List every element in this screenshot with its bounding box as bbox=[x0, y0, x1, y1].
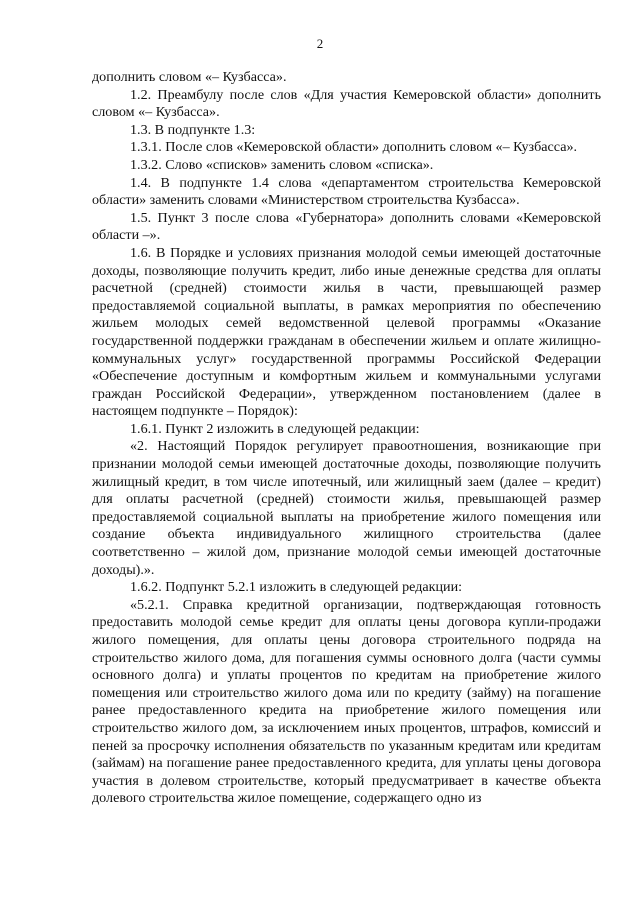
paragraph-1-3: 1.3. В подпункте 1.3: bbox=[130, 121, 256, 138]
paragraph-1-5: 1.5. Пункт 3 после слова «Губернатора» дополнить словами «Кемеровской области –». bbox=[92, 209, 601, 244]
paragraph-1-6-2: 1.6.2. Подпункт 5.2.1 изложить в следующей редакции: bbox=[130, 579, 463, 596]
paragraph-continuation: дополнить словом «– Кузбасса». bbox=[92, 69, 287, 85]
paragraph-quote-2: «2. Настоящий Порядок регулирует правоотношения, возникающие при признании молодой семьи имеющей достаточные доходы, позволяющие получить жилищный кредит, в том числе ипотечный, или жилищный заем (далее – кредит) для оплаты расчетной (средней) стоимости жилья, превышающей размер предоставляемой социальной выплаты на приобретение жилого помещения или создание объекта индивидуального жилищного строительства (далее соответственно – жилой дом, признание молодой семьи имеющей достаточные доходы).». bbox=[92, 438, 601, 578]
paragraph-1-6-1: 1.6.1. Пункт 2 изложить в следующей редакции: bbox=[130, 420, 420, 437]
paragraph-1-3-2: 1.3.2. Слово «списков» заменить словом «списка». bbox=[130, 156, 434, 173]
paragraph-1-4: 1.4. В подпункте 1.4 слова «департаментом строительства Кемеровской области» заменить словами «Министерством строительства Кузбасса». bbox=[92, 174, 601, 209]
paragraph-1-3-1: 1.3.1. После слов «Кемеровской области» дополнить словом «– Кузбасса». bbox=[130, 139, 578, 156]
page-number: 2 bbox=[316, 36, 324, 51]
paragraph-1-2: 1.2. Преамбулу после слов «Для участия Кемеровской области» дополнить словом «– Кузбасса». bbox=[92, 86, 601, 121]
paragraph-quote-5-2-1: «5.2.1. Справка кредитной организации, подтверждающая готовность предоставить молодой семье кредит для оплаты цены договора купли-продажи жилого помещения, для оплаты цены договора строительного подряда на строительство жилого дома, для погашения суммы основного долга (части суммы основного долга) и уплаты процентов по кредитам на приобретение жилого помещения или строительство жилого дома или по кредиту (займу) на погашение ранее предоставленного кредита на приобретение жилого помещения или строительство жилого дом, за исключением иных процентов, штрафов, комиссий и пеней за просрочку исполнения обязательств по указанным кредитам или кредитам (займам) на погашение ранее предоставленного кредита, для уплаты цены договора участия в долевом строительстве, который предусматривает в качестве объекта долевого строительства жилое помещение, содержащего одно из bbox=[92, 596, 601, 807]
document-body bbox=[92, 69, 601, 808]
paragraph-1-6: 1.6. В Порядке и условиях признания молодой семьи имеющей достаточные доходы, позволяющие получить кредит, либо иные денежные средства для оплаты расчетной (средней) стоимости жилья в части, превышающей размер предоставляемой социальной выплаты, в рамках мероприятия по обеспечению жильем молодых семей ведомственной целевой программы «Оказание государственной поддержки гражданам в обеспечении жильем и оплате жилищно-коммунальных услуг» государственной программы Российской Федерации «Обеспечение доступным и комфортным жильем и коммунальными услугами граждан Российской Федерации», утвержденном постановлением (далее в настоящем подпункте – Порядок): bbox=[92, 244, 601, 420]
